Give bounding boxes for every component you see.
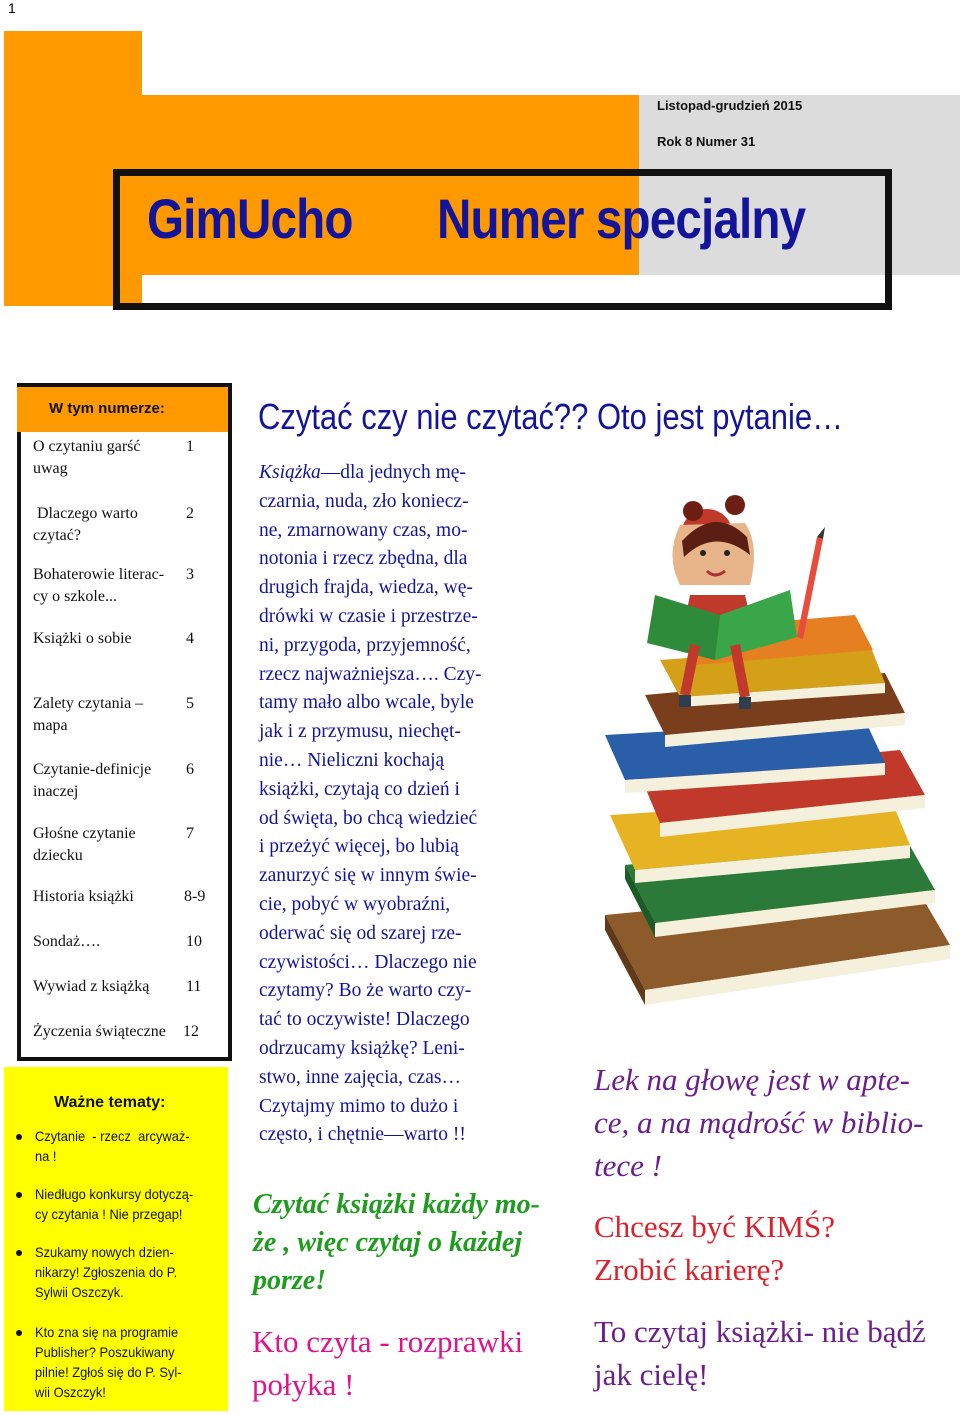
quote-purple	[594, 1310, 926, 1396]
article-line: drówki w czasie i przestrze-	[259, 605, 478, 627]
quote-line: jak cielę!	[594, 1357, 709, 1392]
important-topic-item	[35, 1322, 201, 1402]
important-topic-item	[35, 1184, 201, 1224]
toc-item-page: 3	[186, 566, 194, 583]
article-body	[259, 459, 511, 1150]
quote-purple-italic	[594, 1058, 923, 1187]
bullet-icon	[16, 1134, 22, 1140]
important-topic-line: nikarzy! Zgłoszenia do P.	[35, 1264, 178, 1280]
page-number: 1	[8, 0, 16, 16]
toc-item-label	[33, 886, 181, 908]
quote-red	[594, 1205, 835, 1291]
article-line: czytamy? Bo że warto czy-	[259, 980, 472, 1002]
toc-item-label-line: Wywiad z książką	[33, 978, 150, 995]
toc-item-page: 4	[186, 630, 194, 647]
quote-line: że , więc czytaj o każdej	[253, 1227, 523, 1258]
important-topic-line: Czytanie - rzecz arcyważ-	[35, 1128, 190, 1144]
article-line: od święta, bo chcą wiedzieć	[259, 807, 478, 829]
important-topic-line: Publisher? Poszukiwany	[35, 1344, 175, 1360]
toc-item-label-line: Sondaż….	[33, 933, 101, 950]
toc-item-page: 7	[186, 825, 194, 842]
toc-item-label-line: mapa	[33, 717, 68, 734]
important-topic-line: na !	[35, 1148, 57, 1164]
article-title: Czytać czy nie czytać?? Oto jest pytanie…	[258, 396, 844, 437]
important-topic-item	[35, 1242, 201, 1302]
important-topic-item	[35, 1126, 201, 1166]
important-topic-line: Niedługo konkursy dotyczą-	[35, 1186, 194, 1202]
bullet-icon	[16, 1250, 22, 1256]
article-line: cie, pobyć w wyobraźni,	[259, 893, 451, 915]
toc-item-page: 10	[186, 933, 202, 950]
quote-line: Lek na głowę jest w apte-	[594, 1062, 910, 1097]
article-line: ne, zmarnowany czas, mo-	[259, 519, 468, 541]
toc-item-page: 1	[186, 438, 194, 455]
article-line: jak i z przymusu, niechęt-	[259, 721, 461, 743]
important-topic-line: cy czytania ! Nie przegap!	[35, 1206, 183, 1222]
toc-item-label-line: Czytanie-definicje	[33, 761, 152, 778]
quote-line: To czytaj książki- nie bądź	[594, 1314, 926, 1349]
quote-line: tece !	[594, 1148, 662, 1183]
toc-item-label-line: Książki o sobie	[33, 630, 132, 647]
toc-item-label	[33, 436, 181, 480]
article-line: ni, przygoda, przyjemność,	[259, 634, 471, 656]
important-topic-line: Sylwii Oszczyk.	[35, 1284, 124, 1300]
toc-item-label-line: uwag	[33, 460, 68, 477]
article-line: drugich frajda, wiedza, wę-	[259, 577, 473, 599]
issue-number: Rok 8 Numer 31	[657, 134, 756, 149]
article-line: czarnia, nuda, zło koniecz-	[259, 490, 469, 512]
important-topic-line: Szukamy nowych dzien-	[35, 1244, 174, 1260]
toc-item-page: 8-9	[184, 888, 206, 905]
toc-item-label-line: cy o szkole...	[33, 588, 117, 605]
article-line: tamy mało albo wcale, byle	[259, 692, 474, 714]
bullet-icon	[16, 1330, 22, 1336]
toc-item-page: 11	[186, 978, 202, 995]
article-line: zanurzyć się w innym świe-	[259, 865, 477, 887]
toc-item-label-line: Historia książki	[33, 888, 134, 905]
toc-item-label	[33, 931, 181, 953]
toc-item-label-line: Dlaczego warto	[33, 505, 138, 522]
toc-item-page: 5	[186, 695, 194, 712]
toc-item-page: 12	[183, 1023, 199, 1040]
quote-line: Kto czyta - rozprawki	[252, 1324, 524, 1359]
quote-line: Czytać książki każdy mo-	[253, 1189, 540, 1220]
toc-item-label-line: Bohaterowie literac-	[33, 566, 165, 583]
quote-line: połyka !	[252, 1367, 355, 1402]
article-line: tać to oczywiste! Dlaczego	[259, 1009, 470, 1031]
issue-date: Listopad-grudzień 2015	[657, 98, 803, 113]
toc-item-label	[33, 976, 181, 998]
toc-title: W tym numerze:	[49, 400, 165, 417]
toc-item-label	[33, 823, 181, 867]
toc-item-label	[33, 564, 181, 608]
issue-subtitle: Numer specjalny	[437, 187, 806, 250]
article-line: Książka—dla jednych mę-	[259, 462, 466, 483]
important-topics-title: Ważne tematy:	[54, 1094, 166, 1111]
toc-item-label-line: inaczej	[33, 783, 79, 800]
newsletter-title: GimUcho	[147, 187, 353, 250]
article-line: notonia i rzecz zbędna, dla	[259, 548, 468, 570]
toc-item-label-line: dziecku	[33, 847, 83, 864]
toc-item-label-line: Zalety czytania –	[33, 695, 144, 712]
important-topic-line: wii Oszczyk!	[35, 1384, 106, 1400]
important-topic-line: pilnie! Zgłoś się do P. Syl-	[35, 1364, 182, 1380]
toc-item-label	[33, 693, 181, 737]
quote-line: Zrobić karierę?	[594, 1252, 785, 1287]
article-line: czywistości… Dlaczego nie	[259, 951, 477, 973]
book-stack	[605, 615, 950, 1005]
toc-item-label-line: O czytaniu garść	[33, 438, 141, 455]
toc-item-label	[33, 628, 181, 650]
article-line: Czytajmy mimo to dużo i	[259, 1095, 459, 1117]
bullet-icon	[16, 1192, 22, 1198]
article-line: stwo, inne zajęcia, czas…	[259, 1066, 461, 1088]
article-line: nie… Nieliczni kochają	[259, 749, 445, 771]
article-line: odrzucamy książkę? Leni-	[259, 1037, 465, 1059]
quote-line: ce, a na mądrość w biblio-	[594, 1105, 924, 1140]
quote-line: Chcesz być KIMŚ?	[594, 1209, 836, 1244]
toc-item-label	[33, 1021, 193, 1043]
toc-item-label	[33, 503, 181, 547]
toc-item-label	[33, 759, 181, 803]
article-line: oderwać się od szarej rze-	[259, 922, 462, 944]
toc-item-label-line: Głośne czytanie	[33, 825, 136, 842]
toc-item-page: 6	[186, 761, 194, 778]
girl-reading-on-books-icon	[585, 445, 960, 1045]
quote-pink	[252, 1320, 523, 1406]
quote-line: porze!	[253, 1265, 327, 1296]
important-topic-line: Kto zna się na programie	[35, 1324, 179, 1340]
article-line: często, i chętnie—warto !!	[259, 1124, 466, 1146]
toc-item-page: 2	[186, 505, 194, 522]
article-lead-word: Książka	[259, 462, 321, 483]
article-line: książki, czytają co dzień i	[259, 778, 460, 800]
toc-item-label-line: Życzenia świąteczne	[33, 1023, 166, 1040]
article-line: i przeżyć więcej, bo lubią	[259, 836, 459, 858]
article-line: rzecz najważniejsza…. Czy-	[259, 663, 482, 685]
quote-green	[253, 1186, 573, 1300]
toc-item-label-line: czytać?	[33, 527, 81, 544]
